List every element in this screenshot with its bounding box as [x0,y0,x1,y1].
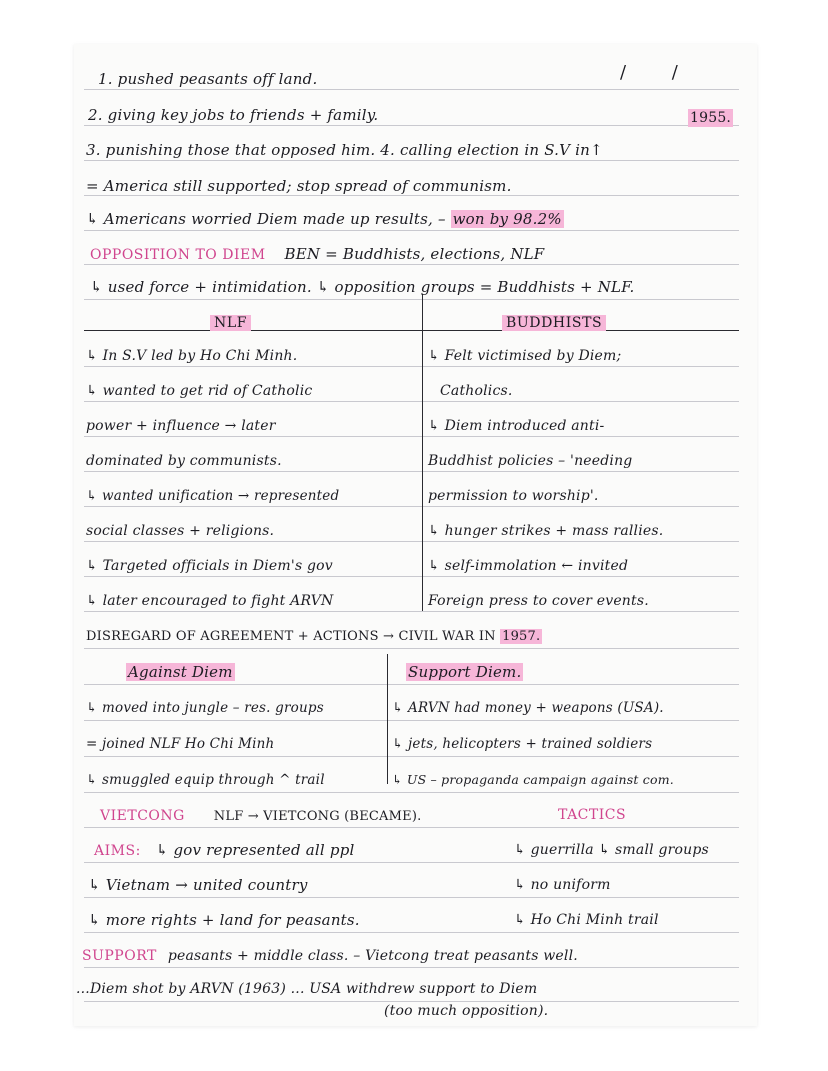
ruled-line [84,862,739,863]
ruled-line [84,792,739,793]
note-line-3: 3. punishing those that opposed him. 4. calling election in S.V in↑ [86,141,603,159]
support-text: peasants + middle class. – Vietcong treat peasants well. [167,948,578,964]
buddhists-row: Foreign press to cover events. [428,593,649,609]
ruled-line [84,611,739,612]
nlf-row: ↳ In S.V led by Ho Chi Minh. [86,348,298,364]
tactics-item: ↳ Ho Chi Minh trail [514,912,659,928]
table1-divider [422,294,423,611]
aims-item: ↳ more rights + land for peasants. [88,911,360,929]
ruled-line [84,471,739,472]
buddhists-row: ↳ hunger strikes + mass rallies. [428,523,664,539]
nlf-row: ↳ wanted to get rid of Catholic [86,383,313,399]
ruled-line [84,506,739,507]
nlf-column-heading: NLF [210,314,251,332]
buddhists-column-heading: BUDDHISTS [502,314,606,332]
note-line-4: = America still supported; stop spread of communism. [86,177,512,195]
nlf-row: social classes + religions. [86,523,275,539]
date-field: / / [620,62,698,83]
buddhists-row: ↳ Diem introduced anti- [428,418,605,434]
ruled-line [84,436,739,437]
civil-war-line [86,628,542,646]
civil-war-text: DISREGARD OF AGREEMENT + ACTIONS → CIVIL WAR IN [86,629,496,644]
support-label: SUPPORT [82,948,157,964]
note-line-2: 2. giving key jobs to friends + family. [88,106,379,124]
buddhists-row: Catholics. [440,383,513,399]
nlf-row: dominated by communists. [86,453,282,469]
nlf-row: ↳ Targeted officials in Diem's gov [86,558,333,574]
year-1957-highlight: 1957. [502,629,541,644]
support-diem-heading: Support Diem. [408,663,522,681]
against-diem-row: = joined NLF Ho Chi Minh [86,736,275,752]
nlf-row: ↳ later encouraged to fight ARVN [86,593,334,609]
opposition-heading: OPPOSITION TO DIEM [90,247,266,263]
vote-result-highlight: won by 98.2% [452,210,562,228]
support-line [82,946,578,965]
nlf-became-vietcong: NLF → VIETCONG (BECAME). [213,809,422,824]
note-line-1: 1. pushed peasants off land. [98,70,318,88]
ruled-line [84,366,739,367]
year-1955-highlight: 1955. [690,110,732,126]
ruled-line [84,967,739,968]
support-diem-row: ↳ ARVN had money + weapons (USA). [392,700,664,716]
aims-line [94,841,355,860]
final-note-line-2: (too much opposition). [384,1003,549,1019]
against-diem-row: ↳ moved into jungle – res. groups [86,700,324,716]
tactics-item: ↳ no uniform [514,877,611,893]
ruled-line [84,230,739,231]
aims-item: ↳ gov represented all ppl [155,841,355,859]
ruled-line [84,684,739,685]
against-diem-row: ↳ smuggled equip through ^ trail [86,772,325,788]
buddhists-row: Buddhist policies – 'needing [428,453,633,469]
vietcong-line [100,806,421,826]
aims-label: AIMS: [94,843,141,859]
ruled-line [84,756,739,757]
ruled-line [84,932,739,933]
ruled-line [84,264,739,265]
nlf-row: power + influence → later [86,418,276,434]
final-note-line: ...Diem shot by ARVN (1963) ... USA withdrew support to Diem [76,981,538,997]
buddhists-row: ↳ self-immolation ← invited [428,558,629,574]
ruled-line [84,897,739,898]
tactics-item: ↳ guerrilla ↳ small groups [514,842,709,858]
ruled-line [84,401,739,402]
table2-divider [387,654,388,784]
ruled-line [84,576,739,577]
buddhists-row: ↳ Felt victimised by Diem; [428,348,622,364]
aims-item: ↳ Vietnam → united country [88,876,308,894]
support-diem-row: ↳ jets, helicopters + trained soldiers [392,736,653,752]
ruled-line [84,89,739,90]
ruled-line [84,195,739,196]
ruled-line [84,827,739,828]
ruled-line [84,648,739,649]
ruled-line [84,720,739,721]
ruled-line [84,541,739,542]
buddhists-row: permission to worship'. [428,488,599,504]
ben-mnemonic: BEN = Buddhists, elections, NLF [284,245,545,263]
ruled-line [84,299,739,300]
against-diem-heading: Against Diem [128,663,233,681]
note-line-5 [86,210,564,228]
notebook-page [74,44,757,1026]
support-diem-row: ↳ US – propaganda campaign against com. [392,772,674,787]
vietcong-heading: VIETCONG [100,808,185,824]
ruled-line [84,125,739,126]
ruled-line [84,160,739,161]
table-top-line [84,330,739,331]
note-line-5-text: ↳ Americans worried Diem made up results, – [86,210,446,228]
note-line-7: ↳ used force + intimidation. ↳ opposition groups = Buddhists + NLF. [90,278,635,296]
tactics-heading: TACTICS [558,807,627,823]
opposition-line [90,245,544,264]
nlf-row: ↳ wanted unification → represented [86,488,340,504]
